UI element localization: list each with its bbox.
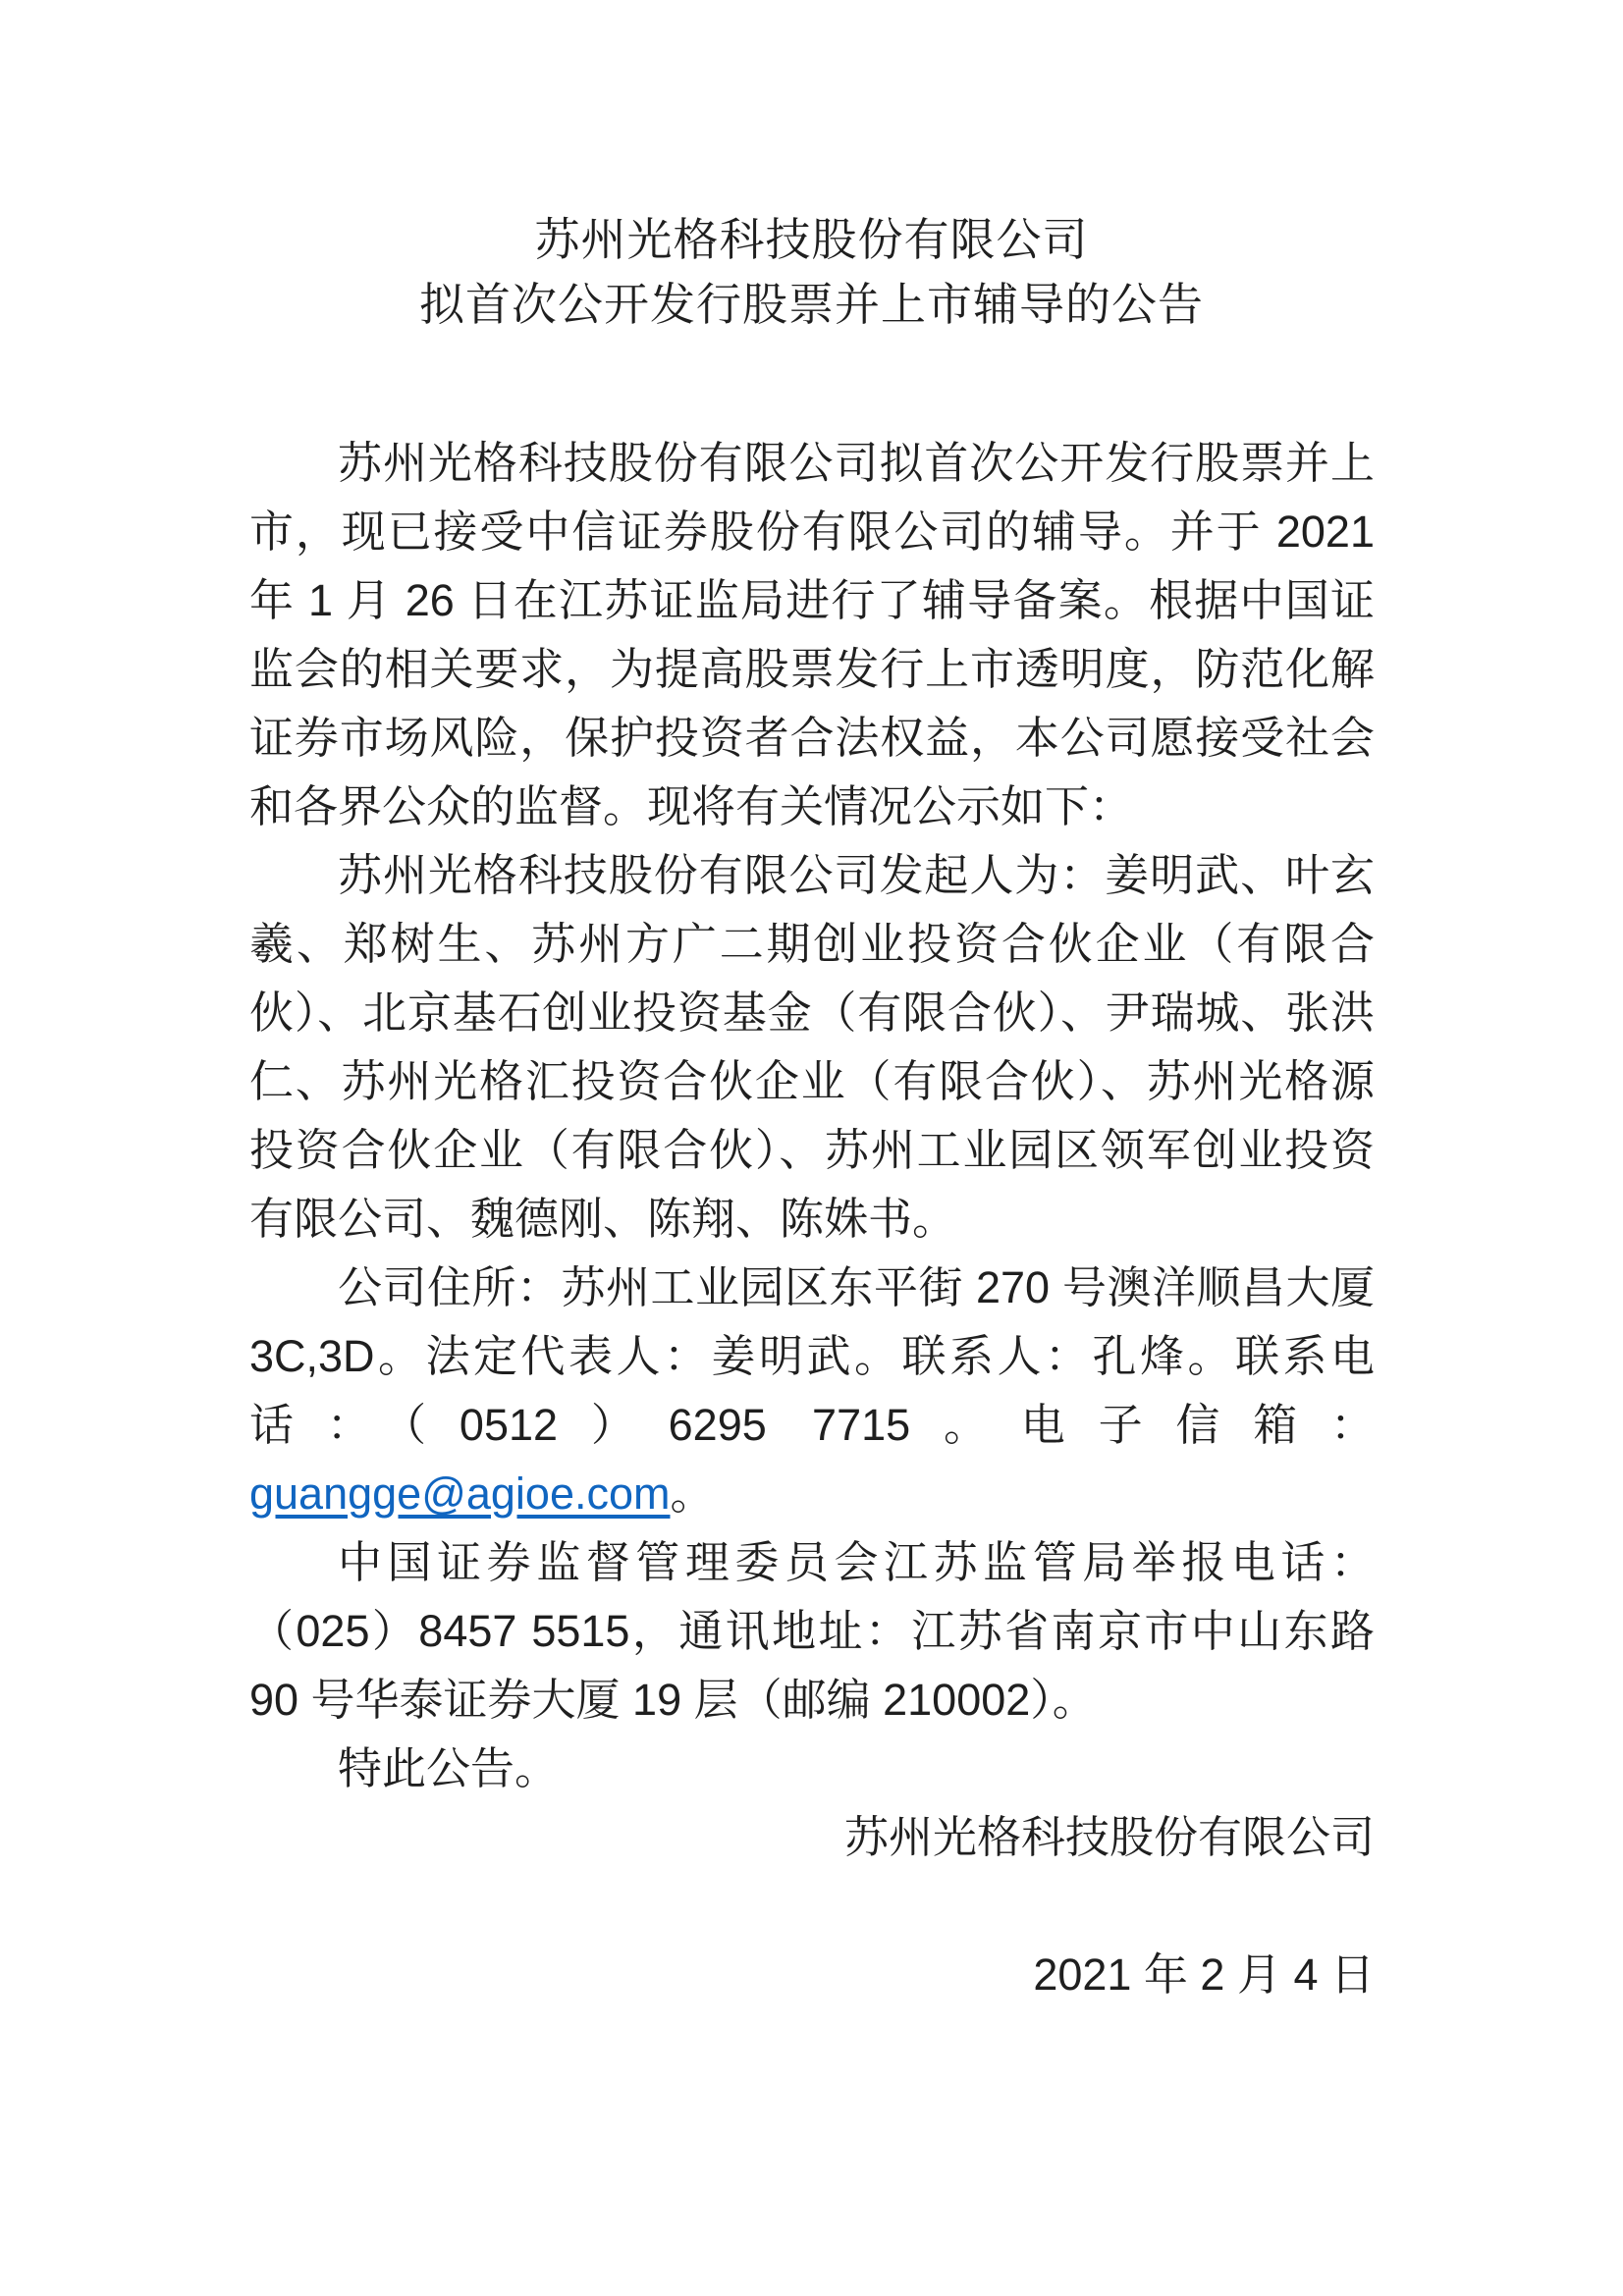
- paragraph-regulator-contact: 中国证券监督管理委员会江苏监管局举报电话：（025）8457 5515，通讯地址：江苏省南京市中山东路 90 号华泰证券大厦 19 层（邮编 210002）。: [249, 1537, 1375, 1725]
- signature-company: 苏州光格科技股份有限公司: [843, 1812, 1375, 1862]
- document-title: [0, 207, 1623, 337]
- company-contact-text: 公司住所：苏州工业园区东平街 270 号澳洋顺昌大厦 3C,3D。法定代表人：姜明武。联系人：孔烽。联系电话：（0512）6295 7715。电子信箱：: [249, 1262, 1375, 1450]
- paragraph-closing: 特此公告。: [338, 1743, 560, 1793]
- paragraph-guidance-filing: 苏州光格科技股份有限公司拟首次公开发行股票并上市，现已接受中信证券股份有限公司的辅导。并于 2021 年 1 月 26 日在江苏证监局进行了辅导备案。根据中国证监会的相关要求，为提高股票发行上市透明度，防范化解证券市场风险，保护投资者合法权益，本公司愿接受社会和各界公众的监督。现将有关情况公示如下：: [249, 438, 1375, 831]
- document-title-line1: 苏州光格科技股份有限公司: [534, 214, 1089, 265]
- announcement-date: 2021 年 2 月 4 日: [1033, 1949, 1375, 2000]
- paragraph-company-contact: [249, 1254, 1375, 1528]
- paragraph-promoters: 苏州光格科技股份有限公司发起人为：姜明武、叶玄羲、郑树生、苏州方广二期创业投资合伙企业（有限合伙）、北京基石创业投资基金（有限合伙）、尹瑞城、张洪仁、苏州光格汇投资合伙企业（有限合伙）、苏州光格源投资合伙企业（有限合伙）、苏州工业园区领军创业投资有限公司、魏德刚、陈翔、陈姝书。: [249, 850, 1375, 1244]
- email-link[interactable]: guangge@agioe.com: [249, 1468, 671, 1519]
- document-body: [249, 429, 1375, 2009]
- blank-line: [249, 1872, 1375, 1941]
- document-title-line2: 拟首次公开发行股票并上市辅导的公告: [419, 279, 1204, 330]
- company-contact-text-end: 。: [670, 1468, 715, 1519]
